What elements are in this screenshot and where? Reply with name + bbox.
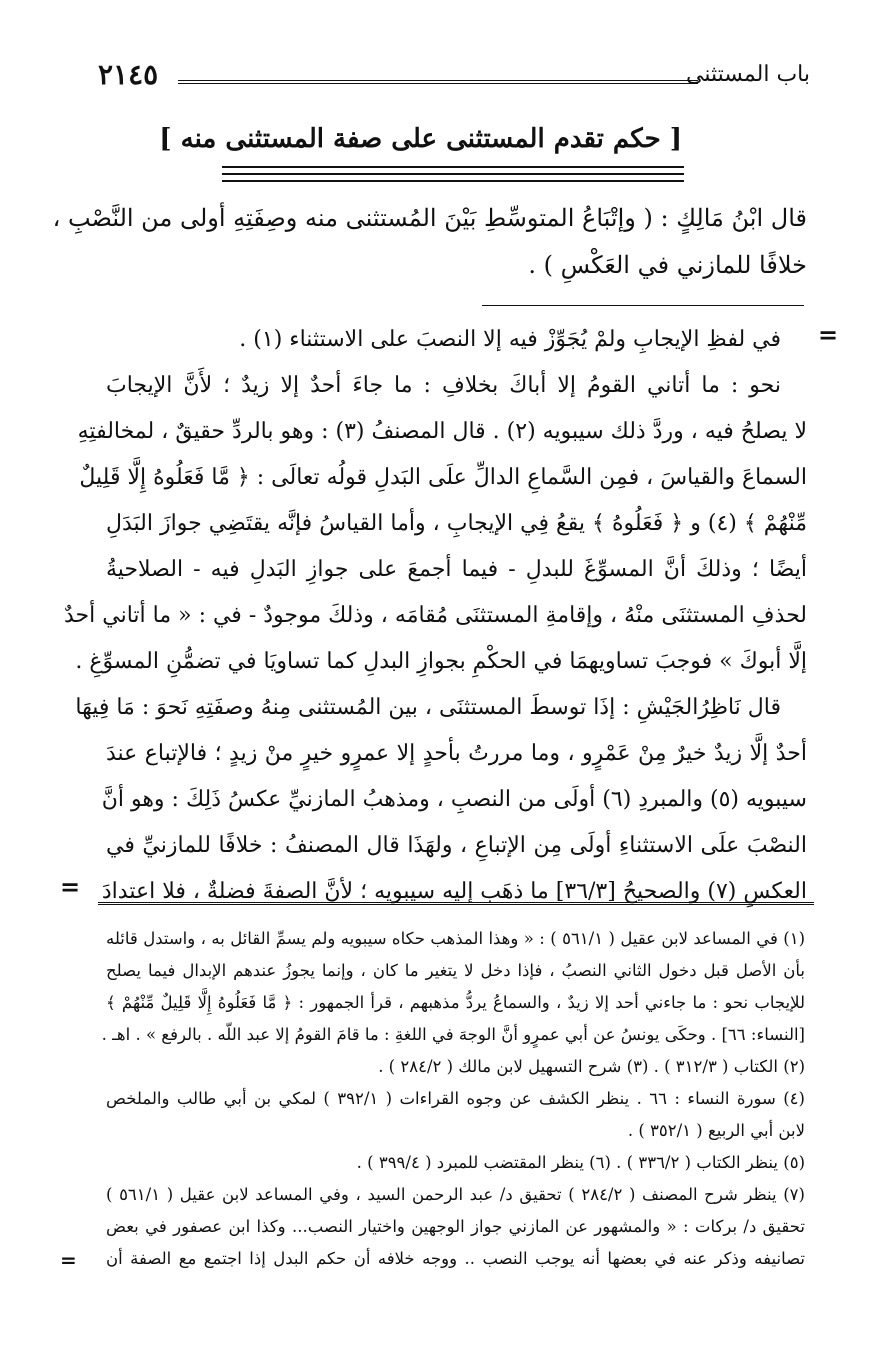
footnote-line: [النساء: ٦٦] . وحكَى يونسُ عن أبي عمرٍو أنَّ الوجهَ في اللغةِ : ما قامَ القومُ إلا عبد اللّه . بالرفع » . اهـ . xyxy=(101,1025,805,1044)
section-title: [ حكم تقدم المستثنى على صفة المستثنى منه ] xyxy=(159,124,682,154)
footnote-line: (١) في المساعد لابن عقيل ( ٥٦١/١ ) : « وهذا المذهب حكاه سيبويه ولم يسمِّ القائل به ، واستدل قائله xyxy=(106,929,805,948)
continuation-mark: = xyxy=(60,1248,77,1272)
footnote-rule xyxy=(98,902,814,905)
continuation-mark: = xyxy=(818,320,839,349)
footnote-line: (٤) سورة النساء : ٦٦ . ينظر الكشف عن وجوه القراءات ( ٣٩٢/١ ) لمكي بن أبي طالب والملخص xyxy=(106,1089,805,1108)
body-line: أيضًا ؛ وذلكَ أنَّ المسوِّغَ للبدلِ - فيما أجمعَ على جوازِ البَدلِ فيه - الصلاحيةُ xyxy=(106,557,807,582)
body-line: العكسِ (٧) والصحيحُ [٣٦/٣] ما ذهَب إليه سيبويه ؛ لأنَّ الصفةَ فضلةٌ ، فلا اعتدادَ xyxy=(101,879,807,904)
footnote-line: تحقيق د/ بركات : « والمشهور عن المازني جواز الوجهين واختيار النصب... وكذا ابن عصفور في بعض xyxy=(106,1217,805,1236)
footnote-line: (٢) الكتاب ( ٣١٢/٣ ) . (٣) شرح التسهيل لابن مالك ( ٢٨٤/٢ ) . xyxy=(378,1057,805,1076)
page-number: ٢١٤٥ xyxy=(98,58,159,91)
footnote-line: (٥) ينظر الكتاب ( ٣٣٦/٢ ) . (٦) ينظر المقتضب للمبرد ( ٣٩٩/٤ ) . xyxy=(356,1153,805,1172)
body-line: سيبويه (٥) والمبردِ (٦) أولَى من النصبِ ، ومذهبُ المازنيِّ عكسُ ذَلِكَ : وهو أنَّ xyxy=(101,787,807,812)
matn-line: خلافًا للمازني في العَكْسِ ) . xyxy=(528,251,807,279)
title-rule xyxy=(222,173,684,175)
running-header xyxy=(98,58,810,100)
body-line: السماعَ والقياسَ ، فمِن السَّماعِ الدالِّ علَى البَدلِ قولُه تعالَى : ﴿ مَّا فَعَلُوهُ إِلَّا قَلِيلٌ xyxy=(79,465,807,490)
body-line: قال نَاظِرُالجَيْشِ : إذَا توسطَ المستثنَى ، بين المُستثنى مِنهُ وصفَتِهِ نَحوَ : مَا فِيهَا xyxy=(75,695,781,720)
footnote-line: (٧) ينظر شرح المصنف ( ٢٨٤/٢ ) تحقيق د/ عبد الرحمن السيد ، وفي المساعد لابن عقيل ( ٥٦١/١ ) xyxy=(106,1185,805,1204)
body-line: النصْبَ علَى الاستثناءِ أولَى مِن الإتباعِ ، ولهَذَا قال المصنفُ : خلافًا للمازنيِّ في xyxy=(106,833,807,858)
body-line: مِّنْهُمْ ﴾ (٤) و ﴿ فَعَلُوهُ ﴾ يقعُ فِي الإيجابِ ، وأما القياسُ فإنَّه يقتَضِي جوازَ البَدَلِ xyxy=(106,511,807,536)
header-rule xyxy=(178,80,698,84)
footnote-line: لابن أبي الربيع ( ٣٥٢/١ ) . xyxy=(627,1121,805,1140)
title-rule xyxy=(222,180,684,182)
footnote-line: تصانيفه وذكر عنه في بعضها أنه يوجب النصب .. ووجه خلافه أن حكم البدل إذا اجتمع مع الصفة أن xyxy=(106,1249,805,1268)
chapter-title: باب المستثنى xyxy=(686,62,810,87)
body-line: لحذفِ المستثنَى منْهُ ، وإقامةِ المستثنَى مُقامَه ، وذلكَ موجودٌ - في : « ما أتاني أحدٌ xyxy=(63,603,807,628)
body-line: في لفظِ الإيجابِ ولمْ يُجَوِّزْ فيه إلا النصبَ على الاستثناء (١) . xyxy=(239,327,781,352)
footnote-line: للإيجاب نحو : ما جاءني أحد إلا زيدٌ ، والسماعُ يردُّ مذهبهم ، قرأ الجمهور : ﴿ مَّا فَعَلُوهُ إِلَّا قَلِيلٌ مِّنْهُمْ ﴾ xyxy=(106,993,805,1012)
title-rule xyxy=(222,166,684,168)
body-line: إلَّا أبوكَ » فوجبَ تساويهمَا في الحكْمِ بجوازِ البدلِ كما تساويَا في تضمُّنِ المسوِّغِ . xyxy=(75,649,807,674)
body-line: لا يصلحُ فيه ، وردَّ ذلك سيبويه (٢) . قال المصنفُ (٣) : وهو بالردِّ حقيقٌ ، لمخالفتِهِ xyxy=(77,419,807,444)
matn-line: قال ابْنُ مَالِكٍ : ( وإتْبَاعُ المتوسِّطِ بَيْنَ المُستثنى منه وصِفَتِهِ أولى من النَّصْبِ ، xyxy=(52,204,807,232)
matn-separator xyxy=(482,305,804,306)
body-line: أحدٌ إلَّا زيدٌ خيرٌ مِنْ عَمْرٍو ، وما مررتُ بأحدٍ إلا عمرٍو خيرٍ منْ زيدٍ ؛ فالإتباع عندَ xyxy=(106,741,807,766)
body-line: نحو : ما أتاني القومُ إلا أباكَ بخلافِ : ما جاءَ أحدٌ إلا زيدٌ ؛ لأَنَّ الإيجابَ xyxy=(106,373,781,398)
footnote-line: بأن الأصل قبل دخول الثاني النصبُ ، فإذا دخل لا يتغير ما كان ، وإنما يجوزُ عندهم الإبدال فيما يصلح xyxy=(106,961,805,980)
continuation-mark: = xyxy=(60,872,81,901)
